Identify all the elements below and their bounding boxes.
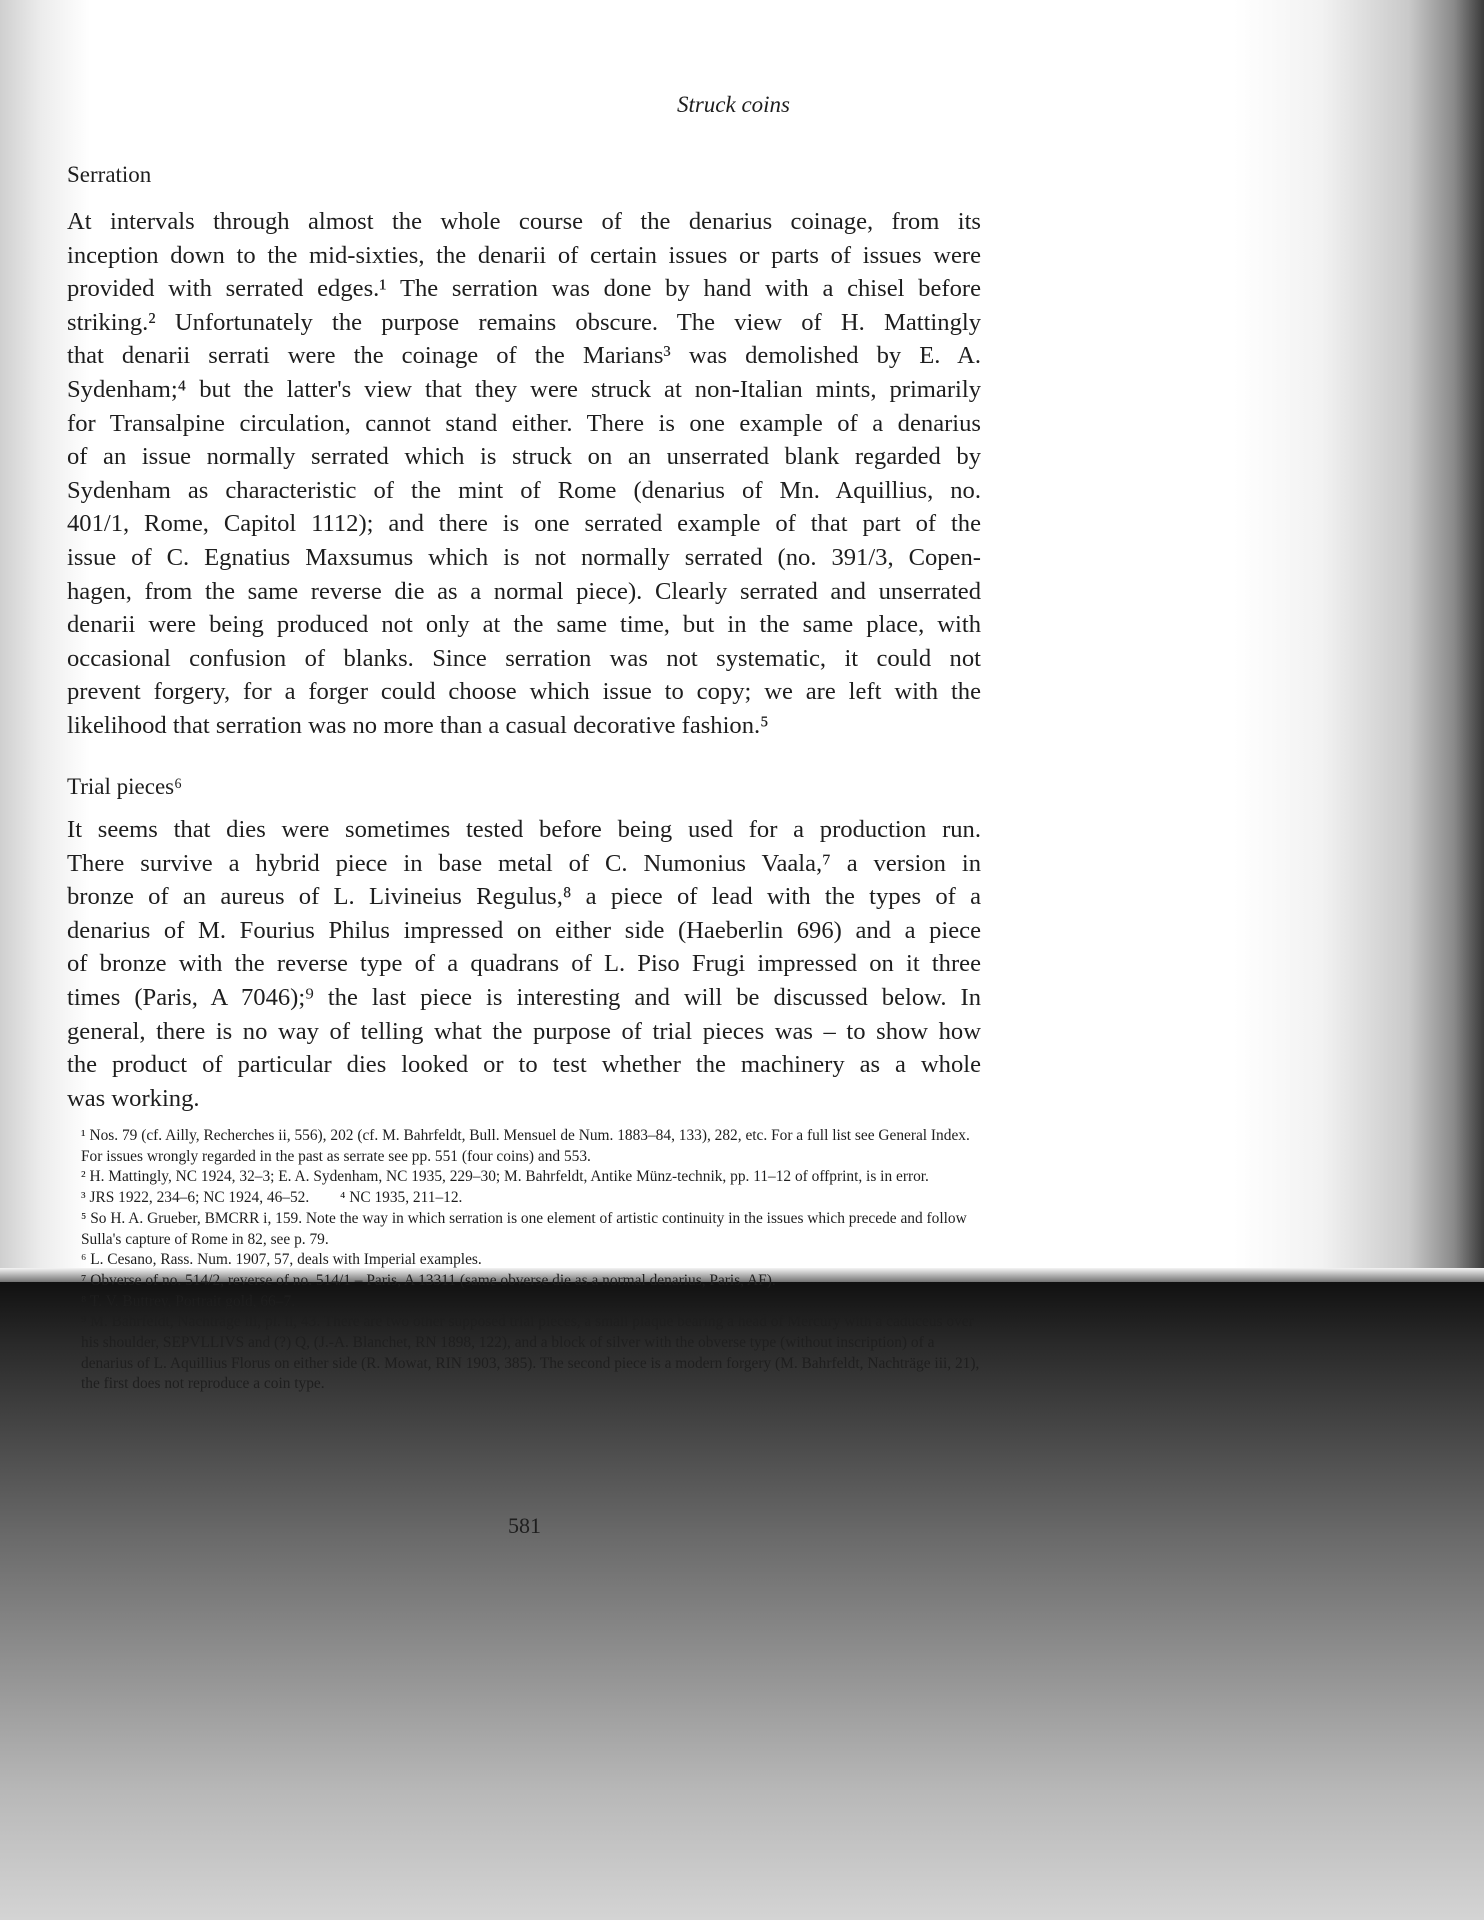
text-line: denarii were being produced not only at the same time, but in the same place, with [67,611,981,639]
footnotes [67,1126,983,1395]
trial-pieces-paragraph [67,813,981,1115]
text-line: of an issue normally serrated which is struck on an unserrated blank regarded by [67,443,981,471]
text-line: At intervals through almost the whole course of the denarius coinage, from its [67,208,981,235]
section-heading-serration: Serration [67,162,152,187]
text-line: the product of particular dies looked or to test whether the machinery as a whole [67,1051,981,1079]
serration-paragraph [67,205,981,743]
text-line: times (Paris, A 7046);⁹ the last piece is interesting and will be discussed below. In [67,983,981,1011]
text-line: issue of C. Egnatius Maxsumus which is not normally serrated (no. 391/3, Copen- [67,543,981,571]
footnote-5: ⁵ So H. A. Grueber, BMCRR i, 159. Note the way in which serration is one element of artistic continuity in the issues which precede and follow Sulla's capture of Rome in 82, see p. 79. [81,1209,967,1248]
footnote-3-4: ³ JRS 1922, 234–6; NC 1924, 46–52. ⁴ NC 1935, 211–12. [81,1189,463,1207]
text-line: denarius of M. Fourius Philus impressed on either side (Haeberlin 696) and a piece [67,916,981,944]
footnote-8: ⁸ T. V. Buttrey, Portrait gold, 66–7. [81,1292,295,1310]
text-line: of bronze with the reverse type of a quadrans of L. Piso Frugi impressed on it three [67,950,981,978]
text-line: There survive a hybrid piece in base metal of C. Numonius Vaala,⁷ a version in [67,849,981,877]
text-line: general, there is no way of telling what the purpose of trial pieces was – to show how [67,1017,981,1045]
text-line: It seems that dies were sometimes tested before being used for a production run. [67,816,981,843]
text-line: that denarii serrati were the coinage of the Marians³ was demolished by E. A. [67,342,981,370]
text-line: inception down to the mid-sixties, the denarii of certain issues or parts of issues were [67,241,981,269]
footnote-1: ¹ Nos. 79 (cf. Ailly, Recherches ii, 556), 202 (cf. M. Bahrfeldt, Bull. Mensuel de Num. 1883–84, 133), 282, etc. For a full list see General Index. For issues wrongly regarded in the past as serrate see pp. 551 (four coins) and 553. [81,1127,970,1165]
text-line: hagen, from the same reverse die as a normal piece). Clearly serrated and unserrated [67,577,981,605]
text-line: striking.² Unfortunately the purpose remains obscure. The view of H. Mattingly [67,308,981,336]
footnote-7: ⁷ Obverse of no. 514/2, reverse of no. 514/1 – Paris, A 13311 (same obverse die as a normal denarius, Paris, AF). [81,1271,776,1289]
section-heading-trial-pieces: Trial pieces⁶ [67,774,183,799]
text-line: Sydenham as characteristic of the mint of Rome (denarius of Mn. Aquillius, no. [67,476,981,504]
text-line: prevent forgery, for a forger could choose which issue to copy; we are left with the [67,678,981,706]
text-line: likelihood that serration was no more than a casual decorative fashion.⁵ [67,711,769,739]
text-line: bronze of an aureus of L. Livineius Regulus,⁸ a piece of lead with the types of a [67,883,981,911]
text-line: 401/1, Rome, Capitol 1112); and there is one serrated example of that part of the [67,510,981,538]
text-line: Sydenham;⁴ but the latter's view that they were struck at non-Italian mints, primarily [67,375,981,403]
text-line: occasional confusion of blanks. Since serration was not systematic, it could not [67,644,981,672]
running-head: Struck coins [676,92,790,117]
text-line: provided with serrated edges.¹ The serration was done by hand with a chisel before [67,275,981,303]
text-line: was working. [67,1084,200,1112]
footnote-2: ² H. Mattingly, NC 1924, 32–3; E. A. Sydenham, NC 1935, 229–30; M. Bahrfeldt, Antike Münz-technik, pp. 11–12 of offprint, is in error. [81,1168,929,1186]
footnote-9: ⁹ M. Bahrfeldt, Nachträge iii, pl. ii, 43. There are two other supposed trial pieces, a small plaque bearing a head of Mercury with a caduceus over his shoulder, SEPVLLIVS and (?) Q, (J.-A. Blanchet, RN 1898, 122), and a block of silver with the obverse type (without inscription) of a denarius of L. Aquillius Florus on either side (R. Mowat, RIN 1903, 385). The second piece is a modern forgery (M. Bahrfeldt, Nachträge iii, 21), the first does not reproduce a coin type. [81,1313,980,1393]
text-line: for Transalpine circulation, cannot stand either. There is one example of a denarius [67,409,981,437]
page-number: 581 [508,1513,541,1538]
footnote-6: ⁶ L. Cesano, Rass. Num. 1907, 57, deals with Imperial examples. [81,1251,482,1269]
